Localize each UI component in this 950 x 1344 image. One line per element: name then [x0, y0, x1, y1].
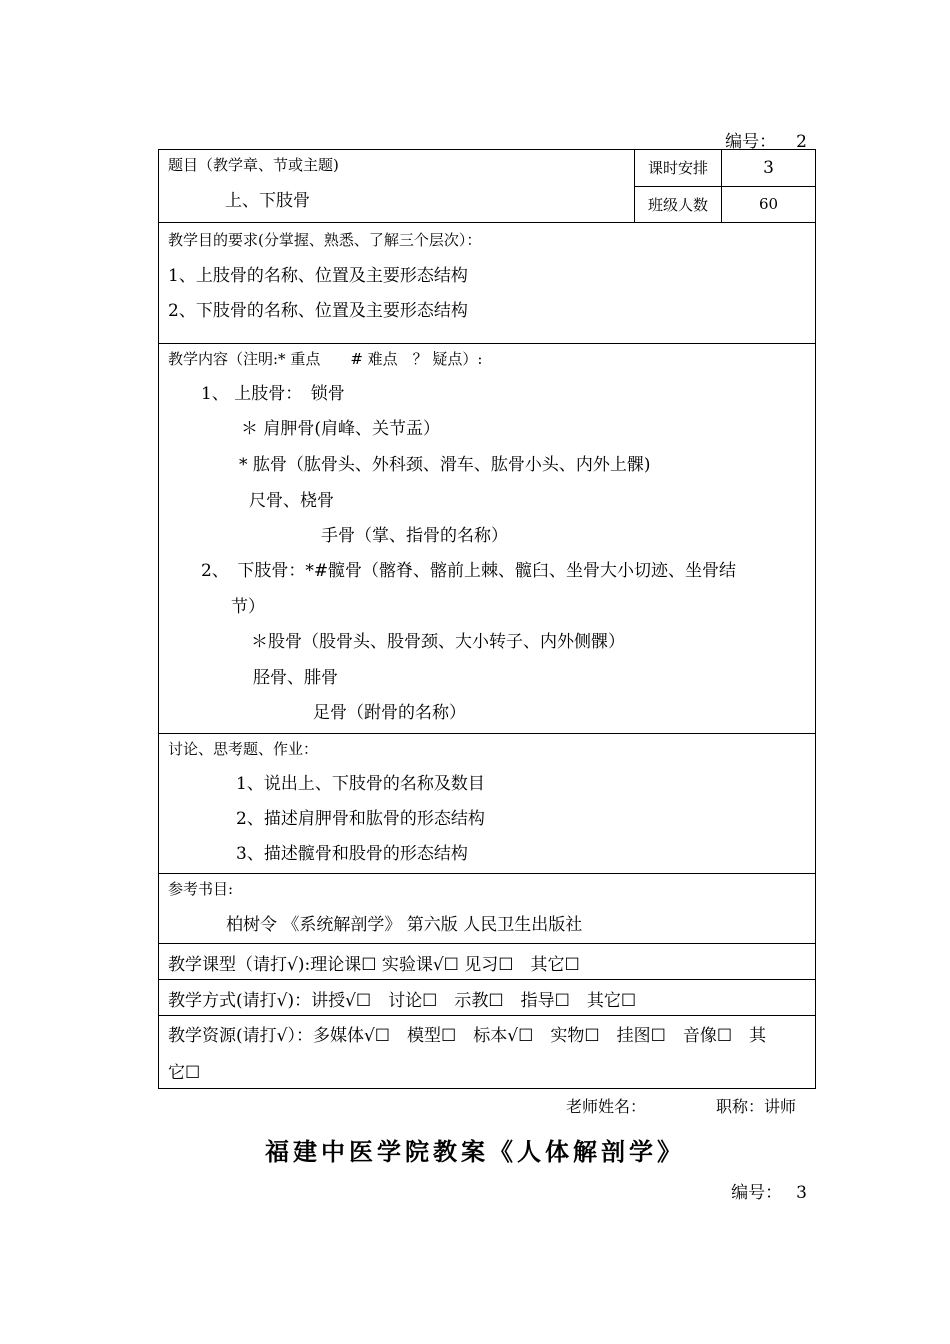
- content-line: ＊股骨（股骨头、股骨颈、大小转子、内外侧髁）: [251, 632, 625, 652]
- topic-cell: [159, 150, 635, 223]
- teaching-method-section: [159, 980, 816, 1016]
- discussion-heading: 讨论、思考题、作业：: [168, 740, 319, 758]
- number-label: 编号：: [731, 1183, 783, 1203]
- content-line: * 肱骨（肱骨头、外科颈、滑车、肱骨小头、内外上髁): [239, 455, 651, 475]
- course-type-text: 教学课型（请打√):理论课☐ 实验课√☐ 见习☐ 其它☐: [168, 955, 580, 975]
- content-line: ＊ 肩胛骨(肩峰、关节盂）: [241, 419, 441, 439]
- topic-value: 上、下肢骨: [225, 191, 310, 211]
- number-label: 编号：: [725, 132, 777, 152]
- resources-line: 教学资源(请打√）：多媒体√☐ 模型☐ 标本√☐ 实物☐ 挂图☐ 音像☐ 其: [168, 1026, 767, 1046]
- content-line: 2、 下肢骨：*#髋骨（髂脊、髂前上棘、髋臼、坐骨大小切迹、坐骨结: [201, 561, 737, 581]
- next-document-number: [731, 1178, 807, 1203]
- content-section: [159, 344, 816, 734]
- topic-label: 题目（教学章、节或主题): [168, 156, 339, 174]
- resources-line: 它☐: [168, 1063, 201, 1083]
- references-section: [159, 874, 816, 944]
- class-size-value: 60: [722, 186, 816, 223]
- class-size-label: 班级人数: [635, 186, 722, 223]
- objective-item: 2、下肢骨的名称、位置及主要形态结构: [168, 301, 468, 321]
- number-value: 2: [796, 132, 807, 152]
- content-line: 尺骨、桡骨: [249, 491, 334, 511]
- course-type-section: [159, 944, 816, 980]
- discussion-item: 3、描述髋骨和股骨的形态结构: [236, 844, 468, 864]
- references-heading: 参考书目:: [168, 880, 234, 898]
- teacher-title: 职称：讲师: [716, 1097, 797, 1116]
- discussion-item: 1、说出上、下肢骨的名称及数目: [236, 774, 485, 794]
- resources-section: [159, 1016, 816, 1089]
- content-heading: 教学内容（注明:* 重点 # 难点 ？ 疑点）:: [168, 350, 483, 368]
- discussion-item: 2、描述肩胛骨和肱骨的形态结构: [236, 809, 485, 829]
- objectives-section: [159, 223, 816, 344]
- content-line: 足骨（跗骨的名称）: [313, 703, 466, 723]
- number-value: 3: [796, 1183, 807, 1203]
- teaching-method-text: 教学方式(请打√)：讲授√☐ 讨论☐ 示教☐ 指导☐ 其它☐: [168, 991, 637, 1011]
- content-line: 手骨（掌、指骨的名称）: [321, 526, 508, 546]
- objective-item: 1、上肢骨的名称、位置及主要形态结构: [168, 266, 468, 286]
- discussion-section: [159, 734, 816, 874]
- hours-value: 3: [722, 150, 816, 187]
- hours-label: 课时安排: [635, 150, 722, 187]
- objectives-heading: 教学目的要求(分掌握、熟悉、了解三个层次）：: [168, 231, 482, 249]
- content-line: 胫骨、腓骨: [253, 668, 338, 688]
- lesson-plan-table: [158, 149, 816, 1089]
- references-text: 柏树令 《系统解剖学》 第六版 人民卫生出版社: [226, 915, 583, 935]
- content-line: 节）: [231, 597, 265, 617]
- next-page-title: 福建中医学院教案《人体解剖学》: [265, 1137, 685, 1166]
- content-line: 1、 上肢骨： 锁骨: [201, 384, 345, 404]
- teacher-name-label: 老师姓名：: [566, 1097, 647, 1116]
